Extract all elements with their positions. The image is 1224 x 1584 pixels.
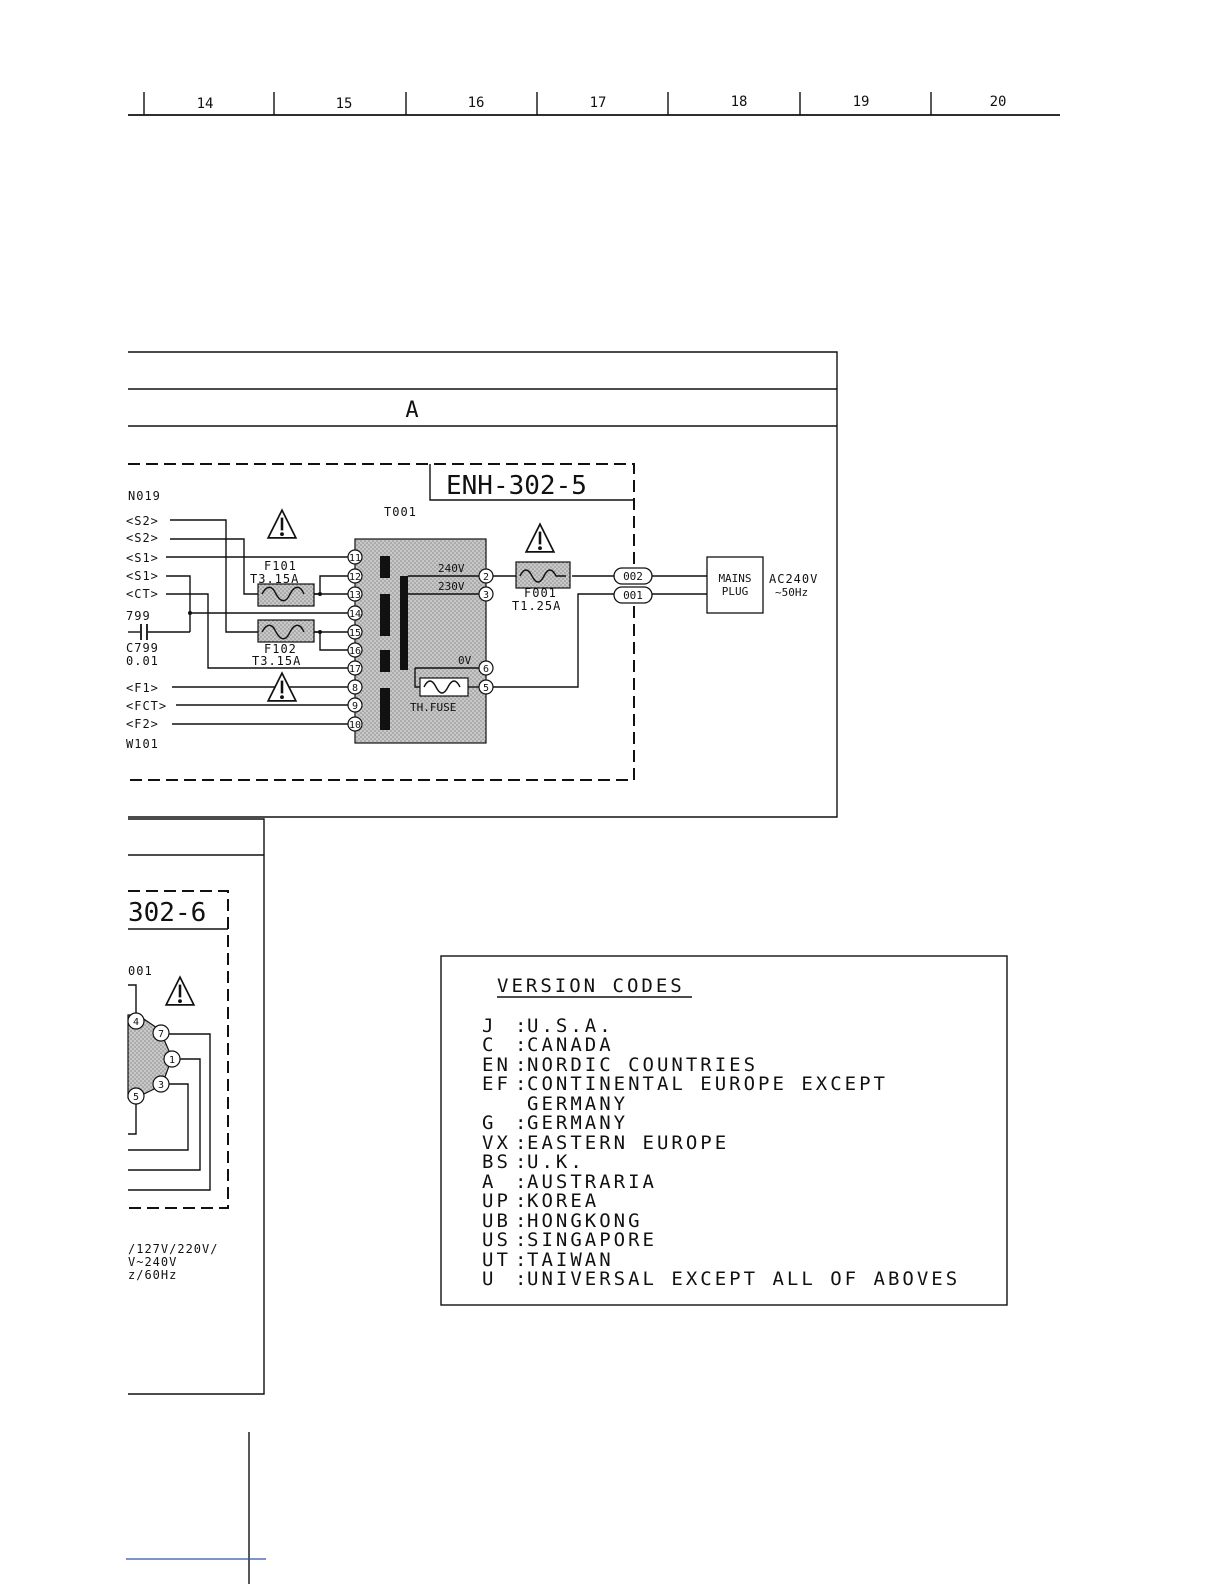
block-b-pin-5: 5 — [132, 1092, 140, 1103]
block-b — [128, 819, 264, 1394]
pin-3: 3 — [482, 590, 490, 601]
signal-s2-a: <S2> — [126, 514, 159, 528]
ruler-col-17: 17 — [589, 95, 607, 111]
version-country: U.S.A. — [527, 1015, 614, 1037]
version-code: G — [482, 1112, 497, 1134]
signal-s2-b: <S2> — [126, 531, 159, 545]
board-label-302-6: 302-6 — [128, 898, 207, 928]
pin-14: 14 — [348, 609, 362, 620]
svg-text::: : — [515, 1268, 530, 1290]
fuse-f102 — [258, 620, 314, 642]
pin-8: 8 — [351, 683, 359, 694]
ac-voltage-label: AC240V — [769, 572, 819, 586]
tap-230v: 230V — [438, 580, 465, 593]
svg-text::: : — [515, 1112, 530, 1134]
svg-text::: : — [515, 1151, 530, 1173]
pin-15: 15 — [348, 628, 362, 639]
ruler-col-16: 16 — [467, 95, 485, 111]
connector-001-label: 001 — [623, 589, 643, 602]
ac-frequency-label: ~50Hz — [775, 586, 809, 599]
fuse-f102-value: T3.15A — [252, 654, 302, 668]
signal-f1: <F1> — [126, 681, 159, 695]
signal-f2: <F2> — [126, 717, 159, 731]
version-code: U — [482, 1268, 497, 1290]
version-country: TAIWAN — [527, 1249, 614, 1271]
version-country: HONGKONG — [527, 1210, 643, 1232]
pin-5: 5 — [482, 683, 490, 694]
svg-text::: : — [515, 1073, 530, 1095]
version-code: BS — [482, 1151, 511, 1173]
warning-icon — [166, 977, 194, 1005]
connector-002-label: 002 — [623, 570, 643, 583]
column-ruler — [128, 92, 1060, 115]
pin-10: 10 — [348, 720, 362, 731]
cap-value-label: 0.01 — [126, 654, 159, 668]
svg-text::: : — [515, 1171, 530, 1193]
version-code: EF — [482, 1073, 511, 1095]
version-country: U.K. — [527, 1151, 585, 1173]
fuse-f101 — [258, 584, 314, 606]
version-country: AUSTRARIA — [527, 1171, 657, 1193]
svg-text::: : — [515, 1210, 530, 1232]
pin-9: 9 — [351, 701, 359, 712]
tap-0v: 0V — [458, 654, 472, 667]
version-code: UP — [482, 1190, 511, 1212]
fuse-f102-ref: F102 — [264, 642, 297, 656]
block-b-frequency: z/60Hz — [128, 1268, 178, 1282]
svg-text::: : — [515, 1249, 530, 1271]
version-country: SINGAPORE — [527, 1229, 657, 1251]
version-codes-box — [441, 956, 1007, 1305]
fuse-f001 — [516, 562, 570, 588]
signal-ct: <CT> — [126, 587, 159, 601]
version-codes-title: VERSION CODES — [497, 975, 685, 997]
pin-6: 6 — [482, 664, 490, 675]
warning-icon — [526, 524, 554, 552]
fuse-f101-ref: F101 — [264, 559, 297, 573]
ruler-col-19: 19 — [852, 94, 870, 110]
svg-text::: : — [515, 1190, 530, 1212]
block-b-ref: 001 — [128, 964, 153, 978]
fuse-f001-ref: F001 — [524, 586, 557, 600]
pin-12: 12 — [348, 572, 362, 583]
board-label-enh-302-5: ENH-302-5 — [446, 471, 587, 501]
version-code: UB — [482, 1210, 511, 1232]
signal-s1-b: <S1> — [126, 569, 159, 583]
block-b-pin-7: 7 — [157, 1029, 165, 1040]
page-edge-fragment — [126, 1432, 266, 1584]
svg-text::: : — [515, 1034, 530, 1056]
block-b-pin-1: 1 — [168, 1055, 176, 1066]
version-code: EN — [482, 1054, 511, 1076]
ruler-col-18: 18 — [730, 94, 748, 110]
connector-n019-label: N019 — [128, 489, 161, 503]
fuse-f101-value: T3.15A — [250, 572, 300, 586]
svg-text::: : — [515, 1132, 530, 1154]
version-country: EASTERN EUROPE — [527, 1132, 730, 1154]
switch-w101-label: W101 — [126, 737, 159, 751]
mains-plug-line2: PLUG — [721, 585, 749, 598]
version-code: A — [482, 1171, 497, 1193]
svg-text::: : — [515, 1229, 530, 1251]
svg-text::: : — [515, 1015, 530, 1037]
version-country: CANADA — [527, 1034, 614, 1056]
svg-text::: : — [515, 1054, 530, 1076]
transformer-ref: T001 — [384, 505, 417, 519]
version-country: UNIVERSAL EXCEPT ALL OF ABOVES — [527, 1268, 961, 1290]
version-code: J — [482, 1015, 497, 1037]
cap-ref-label: 799 — [126, 609, 151, 623]
version-country: GERMANY — [527, 1112, 629, 1134]
pin-17: 17 — [348, 664, 362, 675]
version-code: VX — [482, 1132, 511, 1154]
pin-2: 2 — [482, 572, 490, 583]
block-b-voltage-1: /127V/220V/ — [128, 1242, 219, 1256]
version-code: C — [482, 1034, 497, 1056]
thermal-fuse-label: TH.FUSE — [410, 701, 457, 714]
version-country: CONTINENTAL EUROPE EXCEPT — [527, 1073, 888, 1095]
block-a — [126, 352, 837, 817]
pin-11: 11 — [348, 553, 362, 564]
warning-icon — [268, 510, 296, 538]
version-code: US — [482, 1229, 511, 1251]
thermal-fuse — [420, 678, 468, 696]
signal-fct: <FCT> — [126, 699, 168, 713]
pin-13: 13 — [348, 590, 362, 601]
ruler-col-14: 14 — [196, 96, 214, 112]
ruler-col-20: 20 — [989, 94, 1007, 110]
fuse-f001-value: T1.25A — [512, 599, 562, 613]
version-code: UT — [482, 1249, 511, 1271]
block-b-pin-4: 4 — [132, 1017, 140, 1028]
ruler-col-15: 15 — [335, 96, 353, 112]
mains-plug-line1: MAINS — [718, 572, 752, 585]
block-a-label: A — [405, 398, 419, 423]
block-b-pin-3: 3 — [157, 1080, 165, 1091]
version-country: KOREA — [527, 1190, 600, 1212]
tap-240v: 240V — [438, 562, 465, 575]
pin-16: 16 — [348, 646, 362, 657]
signal-s1-a: <S1> — [126, 551, 159, 565]
version-country: NORDIC COUNTRIES — [527, 1054, 759, 1076]
version-country: GERMANY — [527, 1093, 629, 1115]
cap-name-label: C799 — [126, 641, 159, 655]
block-b-voltage-2: V~240V — [128, 1255, 178, 1269]
